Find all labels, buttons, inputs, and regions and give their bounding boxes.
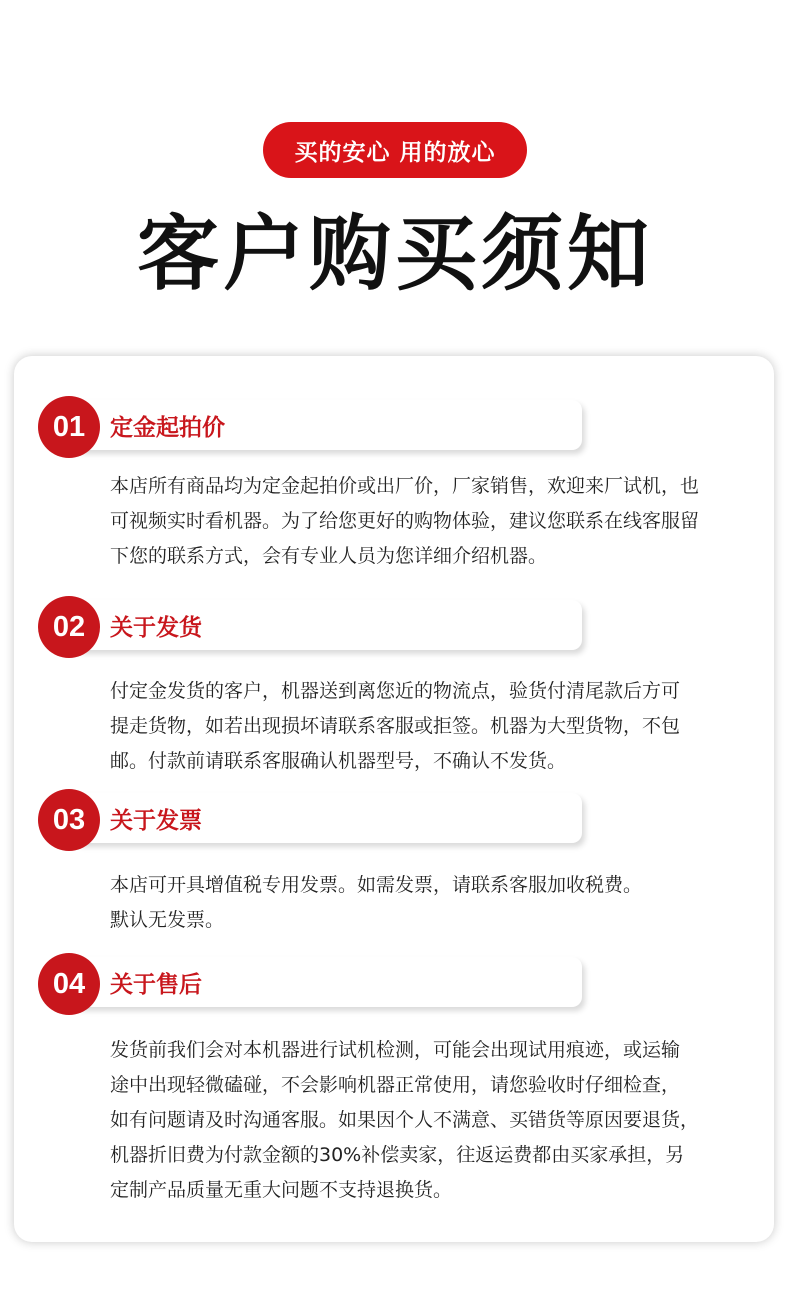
section-number-badge: 04 — [38, 953, 100, 1015]
tagline-badge: 买的安心 用的放心 — [263, 122, 527, 178]
section-body: 发货前我们会对本机器进行试机检测，可能会出现试用痕迹，或运输 途中出现轻微磕碰，不会影响机器正常使用，请您验收时仔细检查， 如有问题请及时沟通客服。如果因个人不满意、买错货等原因要退货， 机器折旧费为付款金额的30%补偿卖家，往返运费都由买家承担，另 定制产品质量无重大问题不支持退换货。 — [110, 1039, 700, 1201]
section-number-badge: 03 — [38, 789, 100, 851]
section-header-after-sales — [38, 953, 582, 1015]
section-title: 关于发货 — [110, 615, 202, 641]
section-body: 本店所有商品均为定金起拍价或出厂价，厂家销售，欢迎来厂试机，也 可视频实时看机器。为了给您更好的购物体验，建议您联系在线客服留 下您的联系方式，会有专业人员为您详细介绍机器。 — [110, 475, 700, 567]
section-body: 本店可开具增值税专用发票。如需发票，请联系客服加收税费。 默认无发票。 — [110, 874, 643, 931]
section-header-deposit — [38, 396, 582, 458]
section-title: 关于发票 — [110, 808, 202, 834]
section-header-invoice — [38, 789, 582, 851]
section-title: 定金起拍价 — [110, 415, 225, 441]
notice-card — [14, 356, 774, 1242]
page-title: 客户购买须知 — [136, 207, 653, 302]
section-title: 关于售后 — [110, 972, 202, 998]
section-number-badge: 01 — [38, 396, 100, 458]
section-header-shipping — [38, 596, 582, 658]
section-number-badge: 02 — [38, 596, 100, 658]
section-body: 付定金发货的客户，机器送到离您近的物流点，验货付清尾款后方可 提走货物，如若出现损坏请联系客服或拒签。机器为大型货物，不包 邮。付款前请联系客服确认机器型号，不确认不发货。 — [110, 680, 681, 772]
